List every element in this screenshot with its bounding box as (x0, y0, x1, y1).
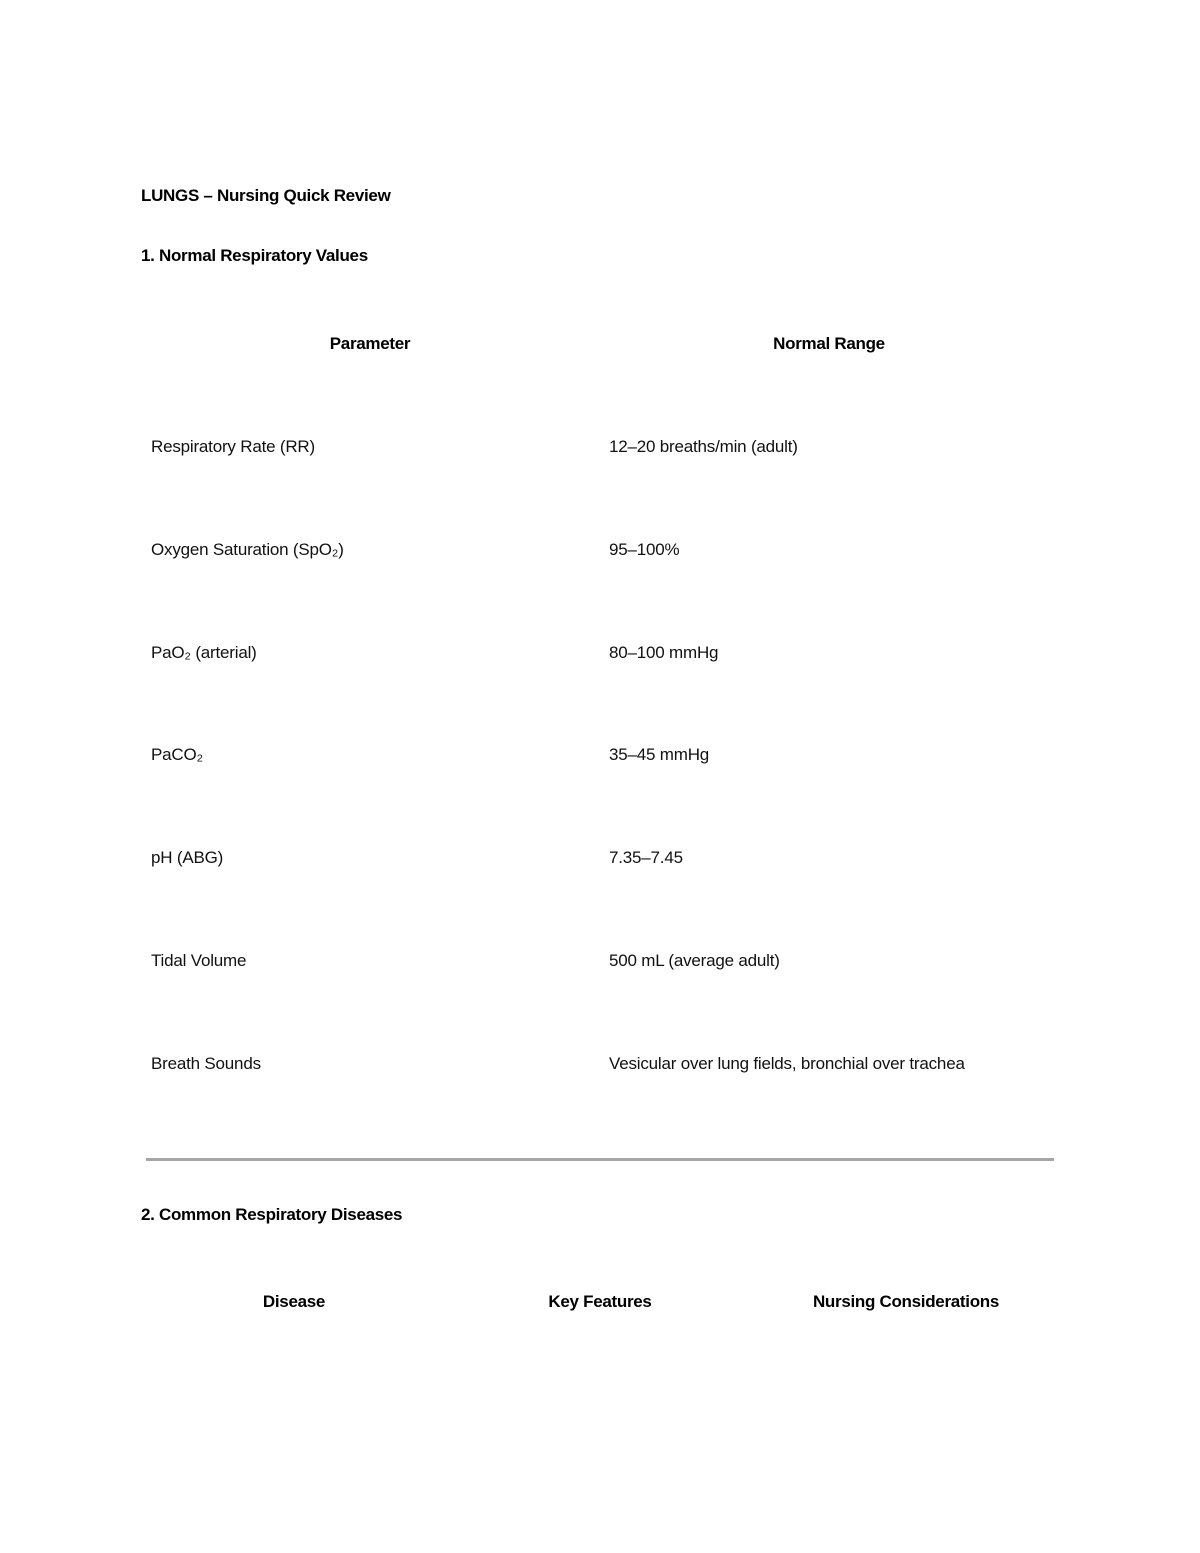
table-header-disease: Disease (262, 1292, 326, 1311)
parameter-cell: Oxygen Saturation (SpO₂) (151, 540, 344, 559)
table-row (141, 951, 1059, 981)
table-row (141, 540, 1059, 570)
range-cell: 500 mL (average adult) (609, 951, 780, 970)
table-header-nursing-considerations: Nursing Considerations (812, 1292, 1000, 1311)
table-header-normal-range: Normal Range (773, 334, 885, 353)
table-header-key-features: Key Features (548, 1292, 652, 1311)
parameter-cell: Breath Sounds (151, 1054, 261, 1073)
range-cell: 35–45 mmHg (609, 745, 710, 764)
table-row (141, 848, 1059, 878)
table-header-parameter: Parameter (329, 334, 411, 353)
parameter-cell: PaO₂ (arterial) (151, 643, 257, 662)
parameter-cell: PaCO₂ (151, 745, 203, 764)
range-cell: 12–20 breaths/min (adult) (609, 437, 798, 456)
parameter-cell: Tidal Volume (151, 951, 247, 970)
horizontal-divider (146, 1158, 1054, 1161)
table-row (141, 745, 1059, 775)
range-cell: 95–100% (609, 540, 680, 559)
table-row (141, 1054, 1059, 1084)
parameter-cell: pH (ABG) (151, 848, 224, 867)
parameter-cell: Respiratory Rate (RR) (151, 437, 315, 456)
range-cell: Vesicular over lung fields, bronchial over trachea (609, 1054, 965, 1073)
section-heading-normal-values: 1. Normal Respiratory Values (141, 246, 368, 265)
section-heading-respiratory-diseases: 2. Common Respiratory Diseases (141, 1205, 403, 1224)
document-title: LUNGS – Nursing Quick Review (141, 186, 391, 205)
range-cell: 80–100 mmHg (609, 643, 719, 662)
table-row (141, 643, 1059, 673)
range-cell: 7.35–7.45 (609, 848, 683, 867)
table-row (141, 437, 1059, 467)
